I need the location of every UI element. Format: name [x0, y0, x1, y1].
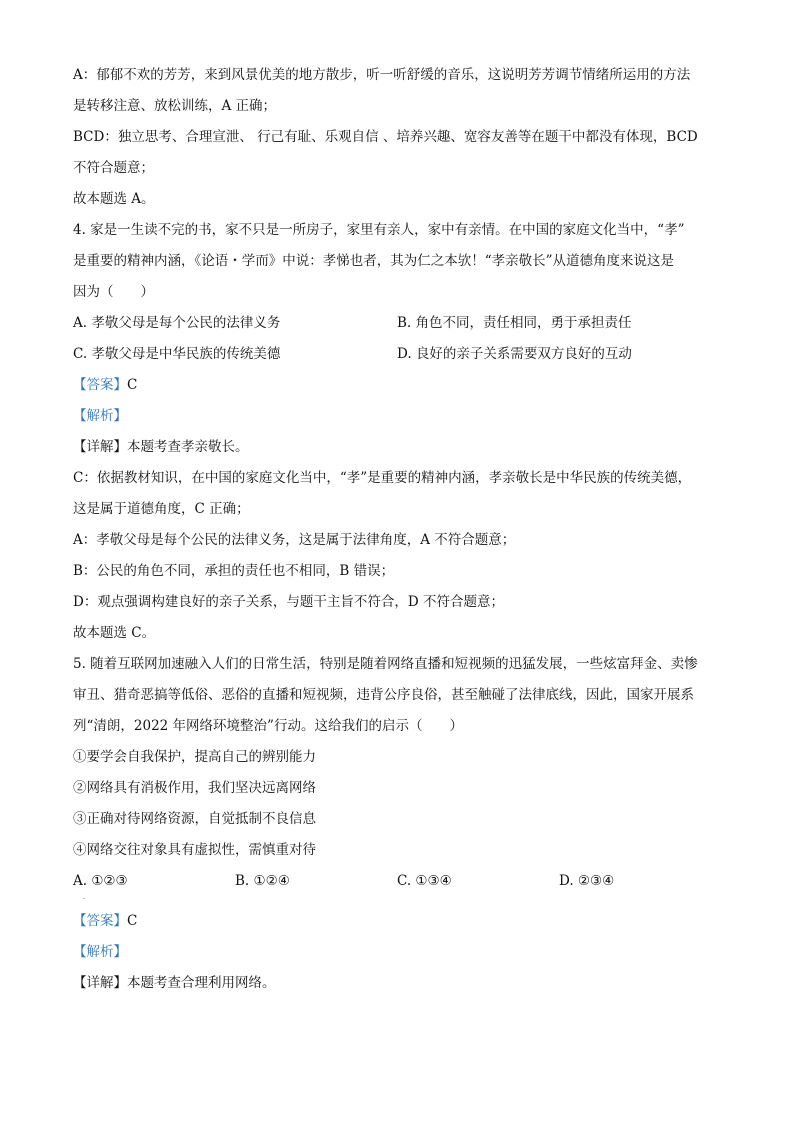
- text-line: BCD：独立思考、合理宣泄、 行己有耻、乐观自信 、培养兴趣、宽容友善等在题干中都没有体现，BCD: [73, 129, 698, 145]
- question-4-stem: 4. 家是一生读不完的书，家不只是一所房子，家里有亲人，家中有亲情。在中国的家庭文化当中，“孝”: [73, 222, 685, 238]
- detail-text: 本题考查孝亲敬长。: [127, 439, 249, 455]
- analysis-line: [73, 401, 723, 432]
- question-4-stem: 因为（ ）: [73, 284, 154, 300]
- explanation-line: 这是属于道德角度，C 正确；: [73, 501, 250, 517]
- question-4-stem: 是重要的精神内涵，《论语・学而》中说：孝悌也者，其为仁之本欤！“孝亲敬长”从道德角度来说这是: [73, 253, 675, 269]
- text-line: 是转移注意、放松训练，A 正确；: [73, 98, 277, 114]
- detail-text: 本题考查合理利用网络。: [127, 975, 276, 991]
- text-line: 不符合题意；: [73, 160, 154, 176]
- option-c: C. 孝敬父母是中华民族的传统美德: [73, 346, 281, 362]
- answer-line: [73, 906, 723, 937]
- statement-item: ①要学会自我保护，提高自己的辨别能力: [73, 749, 316, 765]
- option-d: D. ②③④: [559, 873, 615, 889]
- question-4-options-row: [73, 308, 723, 339]
- document-page: [73, 60, 723, 999]
- analysis-tag: 【解析】: [73, 408, 127, 424]
- text-line: 故本题选 A。: [73, 191, 155, 207]
- option-a: A. 孝敬父母是每个公民的法律义务: [73, 315, 281, 331]
- option-c: C. ①③④: [397, 873, 452, 889]
- detail-line: [73, 432, 723, 463]
- explanation-line: D：观点强调构建良好的亲子关系，与题干主旨不符合，D 不符合题意；: [73, 594, 504, 610]
- statement-item: ②网络具有消极作用，我们坚决远离网络: [73, 780, 316, 796]
- answer-value: C: [127, 913, 138, 929]
- question-5-options-row: [73, 866, 723, 897]
- stray-mark: ·: [83, 896, 85, 903]
- analysis-tag: 【解析】: [73, 944, 127, 960]
- explanation-line: A：孝敬父母是每个公民的法律义务，这是属于法律角度，A 不符合题意；: [73, 532, 516, 548]
- option-b: B. 角色不同，责任相同，勇于承担责任: [397, 315, 632, 331]
- answer-line: [73, 370, 723, 401]
- question-5-stem: 审丑、猎奇恶搞等低俗、恶俗的直播和短视频，违背公序良俗，甚至触碰了法律底线，因此，国家开展系: [73, 687, 694, 703]
- statement-item: ③正确对待网络资源，自觉抵制不良信息: [73, 811, 316, 827]
- question-4-options-row: [73, 339, 723, 370]
- explanation-line: B：公民的角色不同，承担的责任也不相同，B 错误；: [73, 563, 395, 579]
- statement-item: ④网络交往对象具有虚拟性，需慎重对待: [73, 842, 316, 858]
- explanation-line: 故本题选 C。: [73, 625, 156, 641]
- analysis-line: [73, 937, 723, 968]
- explanation-line: C：依据教材知识，在中国的家庭文化当中，“孝”是重要的精神内涵，孝亲敬长是中华民族的传统美德，: [73, 470, 692, 486]
- detail-line: [73, 968, 723, 999]
- option-d: D. 良好的亲子关系需要双方良好的互动: [397, 346, 632, 362]
- answer-value: C: [127, 377, 138, 393]
- detail-tag: 【详解】: [73, 439, 127, 455]
- question-5-stem: 列“清朗，2022 年网络环境整治”行动。这给我们的启示（ ）: [73, 718, 463, 734]
- question-5-stem: 5. 随着互联网加速融入人们的日常生活，特别是随着网络直播和短视频的迅猛发展，一些炫富拜金、卖惨: [73, 656, 698, 672]
- detail-tag: 【详解】: [73, 975, 127, 991]
- option-b: B. ①②④: [235, 873, 290, 889]
- option-a: A. ①②③: [73, 873, 128, 889]
- answer-tag: 【答案】: [73, 913, 127, 929]
- answer-tag: 【答案】: [73, 377, 127, 393]
- text-line: A：郁郁不欢的芳芳，来到风景优美的地方散步，听一听舒缓的音乐，这说明芳芳调节情绪所运用的方法: [73, 67, 691, 83]
